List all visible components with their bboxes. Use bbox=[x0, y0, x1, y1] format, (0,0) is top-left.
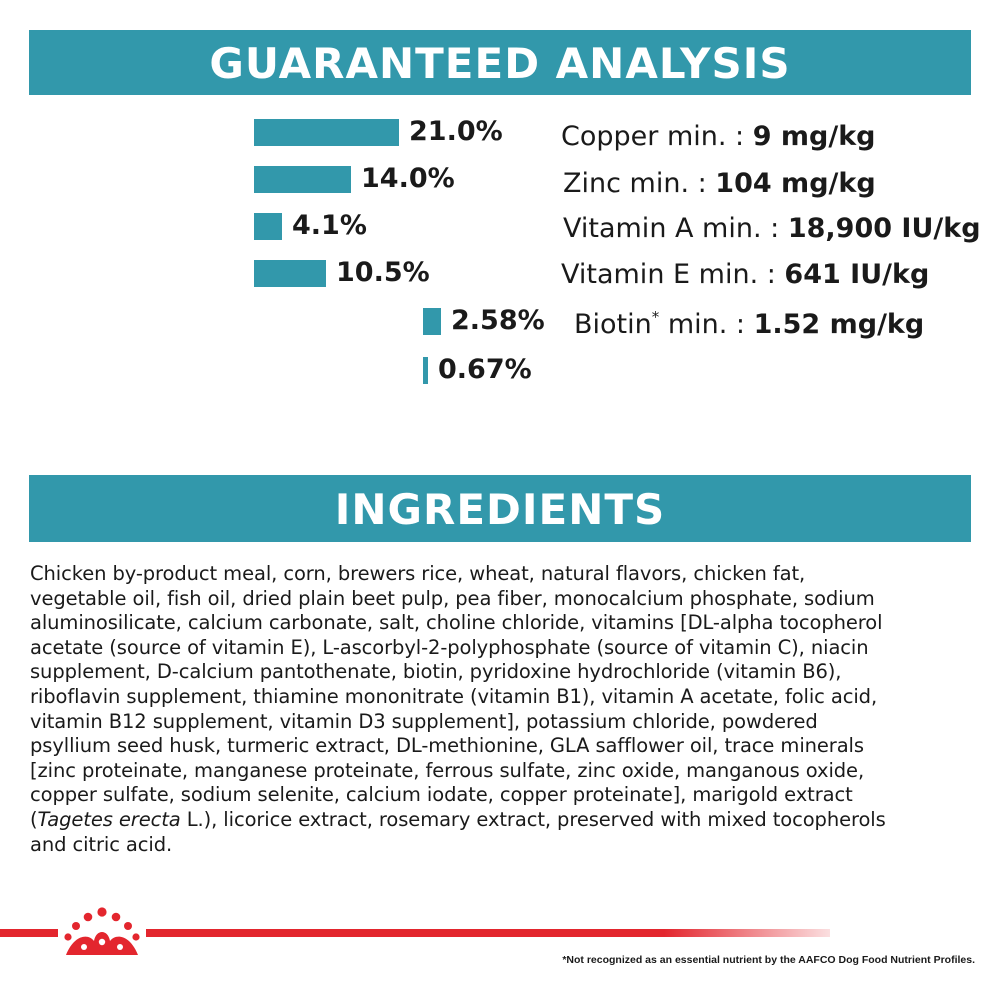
nutrient-bar bbox=[254, 166, 351, 193]
mineral-value: 641 IU/kg bbox=[784, 259, 930, 290]
nutrient-bar bbox=[254, 119, 399, 146]
mineral-row bbox=[561, 252, 929, 298]
botanical-name: Tagetes erecta bbox=[37, 807, 181, 831]
nutrient-row bbox=[0, 298, 560, 344]
nutrient-value: 10.5% bbox=[336, 257, 430, 288]
ingredients-line: copper sulfate, sodium selenite, calcium iodate, copper proteinate], marigold extract bbox=[30, 783, 853, 807]
ingredients-heading: INGREDIENTS bbox=[29, 475, 971, 542]
nutrient-bar bbox=[254, 213, 282, 240]
crown-icon bbox=[58, 905, 146, 963]
mineral-label: Biotin* min. : bbox=[574, 308, 754, 340]
ingredients-line: [zinc proteinate, manganese proteinate, ferrous sulfate, zinc oxide, manganous oxide, bbox=[30, 758, 865, 782]
ingredients-line: and citric acid. bbox=[30, 832, 173, 856]
nutrient-value: 21.0% bbox=[409, 116, 503, 147]
mineral-row bbox=[574, 302, 924, 348]
mineral-value: 1.52 mg/kg bbox=[753, 309, 925, 340]
nutrient-row bbox=[0, 250, 560, 296]
nutrient-bar bbox=[423, 357, 428, 384]
ingredients-line: vegetable oil, fish oil, dried plain beet pulp, pea fiber, monocalcium phosphate, sodium bbox=[30, 586, 875, 610]
nutrient-row bbox=[0, 156, 560, 202]
mineral-value: 104 mg/kg bbox=[715, 168, 876, 199]
mineral-label: Copper min. : bbox=[561, 121, 753, 152]
ingredients-line: Chicken by-product meal, corn, brewers rice, wheat, natural flavors, chicken fat, bbox=[30, 562, 806, 585]
nutrient-value: 14.0% bbox=[361, 163, 455, 194]
mineral-label: Vitamin E min. : bbox=[561, 259, 785, 290]
ingredients-line: psyllium seed husk, turmeric extract, DL-methionine, GLA safflower oil, trace minerals bbox=[30, 734, 864, 758]
nutrient-row bbox=[0, 347, 560, 393]
mineral-label: Zinc min. : bbox=[563, 168, 716, 199]
guaranteed-analysis-heading: GUARANTEED ANALYSIS bbox=[29, 30, 971, 95]
nutrient-bar bbox=[423, 308, 441, 335]
mineral-value: 18,900 IU/kg bbox=[787, 213, 981, 244]
ingredients-line: riboflavin supplement, thiamine mononitrate (vitamin B1), vitamin A acetate, folic acid, bbox=[30, 684, 878, 708]
mineral-label: Vitamin A min. : bbox=[563, 213, 788, 244]
ingredients-line: acetate (source of vitamin E), L-ascorbyl-2-polyphosphate (source of vitamin C), niacin bbox=[30, 635, 869, 659]
ingredients-line: vitamin B12 supplement, vitamin D3 supplement], potassium chloride, powdered bbox=[30, 709, 818, 733]
nutrient-value: 0.67% bbox=[438, 354, 532, 385]
mineral-row bbox=[561, 114, 876, 160]
mineral-row bbox=[563, 161, 876, 207]
ingredients-line: aluminosilicate, calcium carbonate, salt, choline chloride, vitamins [DL-alpha tocopherol bbox=[30, 611, 883, 635]
nutrient-row bbox=[0, 203, 560, 249]
mineral-value: 9 mg/kg bbox=[752, 121, 876, 152]
footnote: *Not recognized as an essential nutrient by the AAFCO Dog Food Nutrient Profiles. bbox=[562, 954, 975, 966]
nutrient-value: 4.1% bbox=[292, 210, 367, 241]
nutrient-value: 2.58% bbox=[451, 305, 545, 336]
nutrient-bar bbox=[254, 260, 326, 287]
mineral-row bbox=[563, 206, 981, 252]
nutrient-row bbox=[0, 109, 560, 155]
ingredients-line: (Tagetes erecta L.), licorice extract, rosemary extract, preserved with mixed tocopherols bbox=[30, 807, 886, 831]
ingredients-list bbox=[30, 562, 975, 857]
ingredients-line: supplement, D-calcium pantothenate, biotin, pyridoxine hydrochloride (vitamin B6), bbox=[30, 660, 842, 684]
